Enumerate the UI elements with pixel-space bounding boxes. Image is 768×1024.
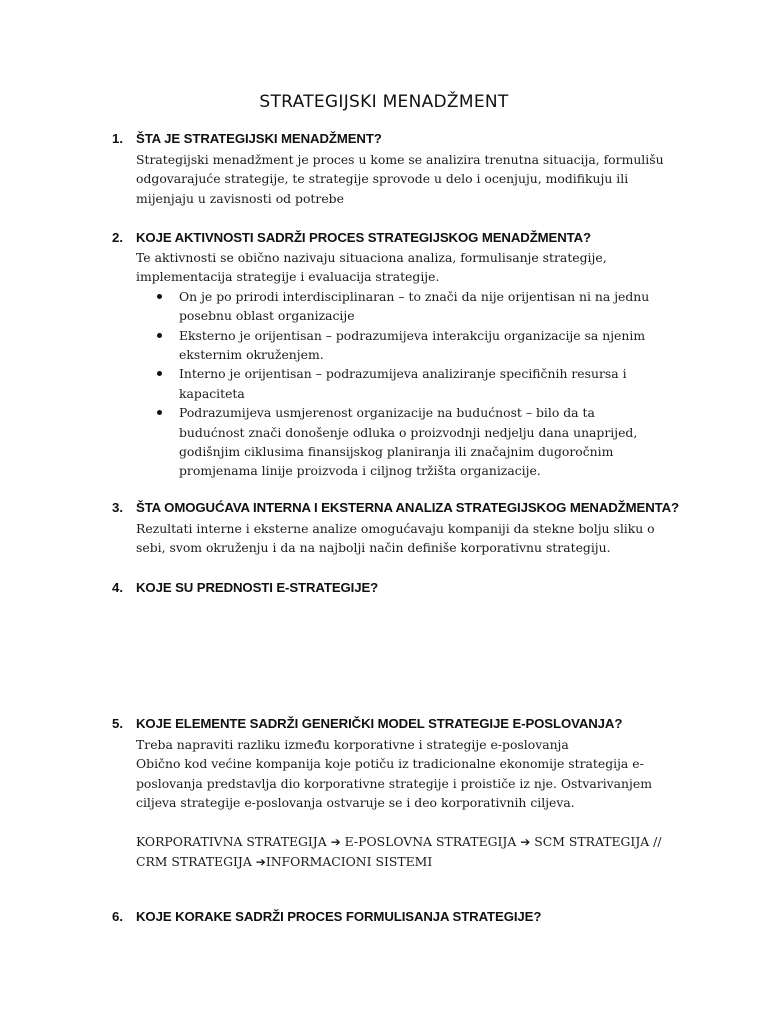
question-heading <box>112 715 682 733</box>
list-item <box>179 403 682 481</box>
section-1 <box>112 130 682 208</box>
bullet-icon <box>157 371 162 376</box>
answer-block <box>136 735 682 872</box>
arrow-right-icon: ➔ <box>255 855 266 870</box>
flow-item: KORPORATIVNA STRATEGIJA <box>136 833 331 849</box>
question-number: 6. <box>112 909 123 924</box>
section-3 <box>112 499 682 558</box>
answer-paragraph: Obično kod većine kompanija koje potiču iz tradicionalne ekonomije strategija e-poslovanja predstavlja dio korporativne strategije i proističe iz nje. Ostvarivanjem ciljeva strategije e-poslovanja ostvaruje se i deo korporativnih ciljeva. <box>136 756 652 811</box>
list-item <box>179 364 682 403</box>
bullet-icon <box>157 294 162 299</box>
answer-paragraph: Treba napraviti razliku između korporativne i strategije e-poslovanja <box>136 737 569 752</box>
list-item <box>179 326 682 365</box>
answer-block <box>136 150 682 208</box>
section-4 <box>112 579 682 597</box>
question-heading <box>112 499 682 517</box>
question-text: KOJE AKTIVNOSTI SADRŽI PROCES STRATEGIJSKOG MENADŽMENTA? <box>136 230 592 245</box>
flow-item: SCM STRATEGIJA // CRM STRATEGIJA <box>136 833 662 870</box>
bullet-icon <box>157 333 162 338</box>
answer-paragraph: Te aktivnosti se obično nazivaju situaciona analiza, formulisanje strategije, implementacija strategije i evaluacija strategije. <box>136 250 607 285</box>
answer-block <box>136 248 682 287</box>
question-text: KOJE SU PREDNOSTI E-STRATEGIJE? <box>136 580 379 595</box>
question-text: ŠTA OMOGUĆAVA INTERNA I EKSTERNA ANALIZA STRATEGIJSKOG MENADŽMENTA? <box>136 500 680 515</box>
question-number: 4. <box>112 580 123 595</box>
question-number: 1. <box>112 131 123 146</box>
section-6 <box>112 908 682 926</box>
flow-item: INFORMACIONI SISTEMI <box>265 854 433 870</box>
list-item-text: On je po prirodi interdisciplinaran – to znači da nije orijentisan ni na jednu posebnu oblast organizacije <box>179 288 650 324</box>
question-heading <box>112 130 682 148</box>
question-number: 5. <box>112 716 123 731</box>
answer-paragraph: Strategijski menadžment je proces u kome se analizira trenutna situacija, formulišu odgovarajuće strategije, te strategije sprovode u delo i ocenjuju, modifikuju ili mijenjaju u zavisnosti od potrebe <box>136 152 664 206</box>
arrow-right-icon: ➔ <box>330 834 341 849</box>
question-heading <box>112 579 682 597</box>
list-item-text: Interno je orijentisan – podrazumijeva analiziranje specifičnih resursa i kapaciteta <box>179 366 627 401</box>
list-item <box>179 287 682 326</box>
spacer <box>136 813 682 832</box>
question-text: KOJE ELEMENTE SADRŽI GENERIČKI MODEL STRATEGIJE E-POSLOVANJA? <box>136 716 623 731</box>
flow-item: E-POSLOVNA STRATEGIJA <box>340 833 521 849</box>
list-item-text: Eksterno je orijentisan – podrazumijeva interakciju organizacije sa njenim eksternim okruženjem. <box>179 327 646 363</box>
bullet-list <box>112 287 682 481</box>
list-item-text: Podrazumijeva usmjerenost organizacije na budućnost – bilo da ta budućnost znači donošenje odluka o proizvodnji nedjelju dana unaprijed, godišnjim ciklusima finansijskog planiranja ili značajnim dugoročnim promjenama linije proizvoda i ciljnog tržišta organizacije. <box>179 405 638 479</box>
document-title: STRATEGIJSKI MENADŽMENT <box>259 92 509 112</box>
question-number: 2. <box>112 230 123 245</box>
question-heading <box>112 229 682 247</box>
question-text: ŠTA JE STRATEGIJSKI MENADŽMENT? <box>136 131 382 146</box>
question-heading <box>112 908 682 926</box>
answer-block <box>136 519 682 558</box>
section-2 <box>112 229 682 481</box>
question-text: KOJE KORAKE SADRŽI PROCES FORMULISANJA STRATEGIJE? <box>136 909 542 924</box>
section-5 <box>112 715 682 872</box>
strategy-flow <box>136 832 682 873</box>
bullet-icon <box>157 410 162 415</box>
question-number: 3. <box>112 500 123 515</box>
answer-paragraph: Rezultati interne i eksterne analize omogućavaju kompaniji da stekne bolju sliku o sebi, svom okruženju i da na najbolji način definiše korporativnu strategiju. <box>136 521 655 556</box>
arrow-right-icon: ➔ <box>520 834 531 849</box>
